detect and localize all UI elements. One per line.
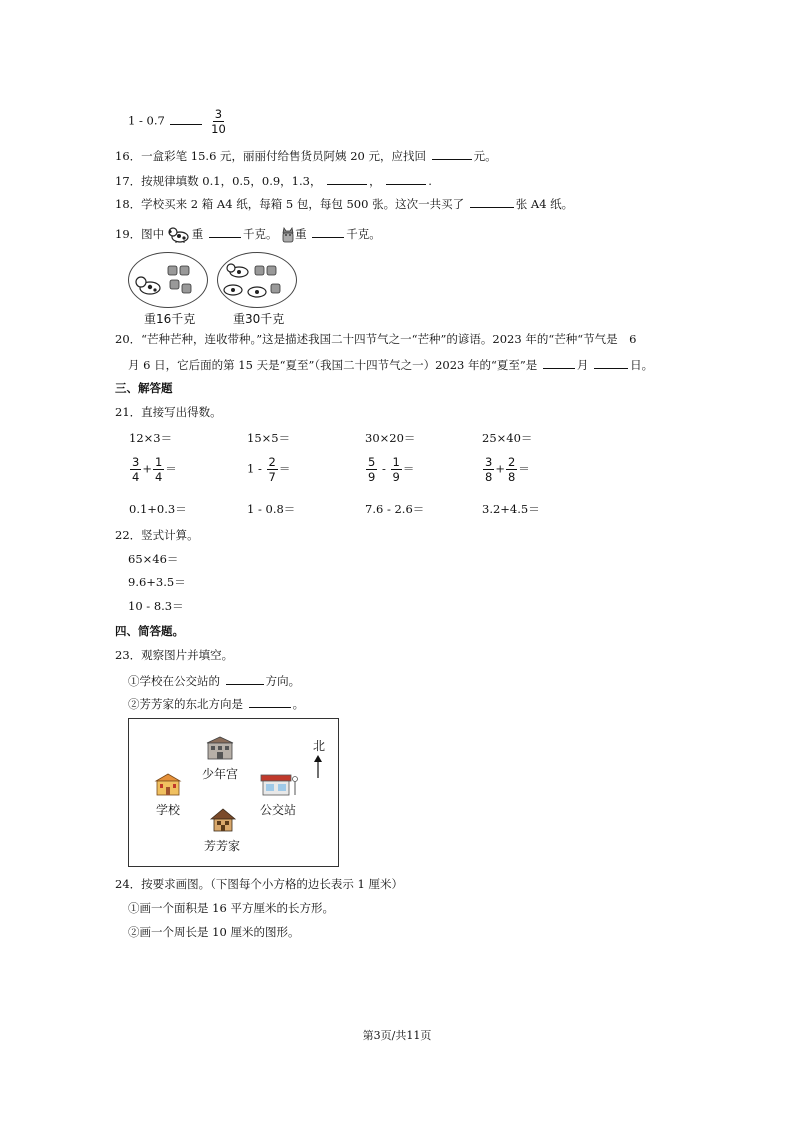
question-number: 17． <box>115 174 142 188</box>
calc-item-fraction: $\frac{3}{8}$ + $\frac{2}{8}$ ＝ <box>485 455 530 485</box>
fraction: $\frac{5}{9}$ <box>368 455 376 485</box>
question-number: 22． <box>115 528 142 542</box>
calc-item: 1 - 0.8＝ <box>247 502 296 516</box>
answer-blank-cat[interactable] <box>312 226 344 238</box>
calc-item: 7.6 - 2.6＝ <box>365 502 425 516</box>
direction-map <box>128 718 339 867</box>
question-24-sub2: ②画一个周长是 10 厘米的图形。 <box>128 925 300 939</box>
building-icon <box>205 735 235 761</box>
question-24-sub1: ①画一个面积是 16 平方厘米的长方形。 <box>128 901 334 915</box>
dog-icon <box>136 277 160 294</box>
question-title: 直接写出得数。 <box>141 405 222 419</box>
fraction-numerator: 3 <box>214 107 223 121</box>
answer-blank[interactable] <box>249 696 291 708</box>
question-21 <box>115 406 222 420</box>
section-title: 四、简答题。 <box>115 624 184 638</box>
q15-fraction <box>209 108 228 135</box>
question-text-end: 元。 <box>473 149 497 163</box>
bus-stop-label: 公交站 <box>260 803 297 817</box>
question-18 <box>115 196 573 212</box>
question-number: 16． <box>115 149 142 163</box>
question-text: 月 6 日，它后面的第 15 天是“夏至”（我国二十四节气之一）2023 年的“夏至”是 <box>128 358 538 372</box>
answer-blank-day[interactable] <box>594 357 628 369</box>
question-title: 竖式计算。 <box>141 528 199 542</box>
vertical-calc-item: 65×46＝ <box>128 552 179 566</box>
question-20-line2 <box>128 357 653 373</box>
separator: ， <box>369 174 381 188</box>
q15-line <box>128 108 229 135</box>
question-number: 21． <box>115 405 142 419</box>
fraction-denominator: 10 <box>211 122 226 137</box>
calc-item: 0.1+0.3＝ <box>129 502 187 516</box>
question-text: 学校买来 2 箱 A4 纸，每箱 5 包，每包 500 张。这次一共买了 <box>141 197 465 211</box>
question-16 <box>115 148 497 164</box>
day-text: 日。 <box>630 358 654 372</box>
bus-stop-icon <box>259 771 299 797</box>
weight-text: 重 <box>191 227 204 241</box>
school-icon <box>153 771 183 797</box>
home-label: 芳芳家 <box>204 839 241 853</box>
question-text: 一盒彩笔 15.6 元，丽丽付给售货员阿姨 20 元，应找回 <box>141 149 426 163</box>
north-arrow-icon <box>313 755 323 779</box>
scale-label-left: 重16千克 <box>144 312 196 326</box>
unit-text: 千克。 <box>346 227 381 241</box>
house-icon <box>209 807 237 833</box>
calc-item: 25×40＝ <box>482 431 533 445</box>
dog-icon <box>168 226 192 244</box>
calc-item: 3.2+4.5＝ <box>482 502 540 516</box>
school-label: 学校 <box>156 803 181 817</box>
vertical-calc-item: 10 - 8.3＝ <box>128 599 184 613</box>
question-23-sub2: ②芳芳家的东北方向是 。 <box>128 697 305 711</box>
calc-item-fraction: $\frac{3}{4}$ + $\frac{1}{4}$ ＝ <box>132 455 177 485</box>
question-text: 按规律填数 0.1，0.5，0.9，1.3， <box>141 174 322 188</box>
youth-palace-label: 少年宫 <box>202 767 239 781</box>
fraction: $\frac{3}{4}$ <box>132 455 140 485</box>
calc-item-fraction: 1 - $\frac{2}{7}$ ＝ <box>247 455 291 485</box>
q15-blank[interactable] <box>170 113 202 125</box>
end-mark: . <box>428 174 432 188</box>
question-text-end: 张 A4 纸。 <box>515 197 574 211</box>
right-group-animals <box>219 258 295 304</box>
cat-icon <box>168 266 191 293</box>
calc-item: 15×5＝ <box>247 431 291 445</box>
calc-item: 30×20＝ <box>365 431 416 445</box>
answer-blank-month[interactable] <box>543 357 575 369</box>
question-23 <box>115 649 233 663</box>
question-22 <box>115 529 199 543</box>
weight-text: 重 <box>295 227 307 241</box>
question-20-line1 <box>115 333 636 347</box>
unit-text: 千克。 <box>242 227 278 241</box>
question-text: “芒种芒种，连收带种。”这是描述我国二十四节气之一“芒种”的谚语。2023 年的“芒种“节气是 6 <box>141 332 637 346</box>
answer-blank-dog[interactable] <box>209 226 241 238</box>
question-number: 23． <box>115 648 142 662</box>
answer-blank[interactable] <box>432 148 472 160</box>
q15-text: 1 - 0.7 <box>128 113 165 128</box>
fraction: $\frac{1}{9}$ <box>392 455 400 485</box>
page-footer: 第3页/共11页 <box>362 1029 432 1042</box>
scale-label-right: 重30千克 <box>233 312 285 326</box>
question-number: 20． <box>115 332 142 346</box>
answer-blank-2[interactable] <box>386 173 426 185</box>
fraction: $\frac{1}{4}$ <box>154 455 163 485</box>
question-title: 观察图片并填空。 <box>141 648 234 662</box>
question-23-sub1: ①学校在公交站的 方向。 <box>128 674 301 688</box>
question-number: 19． <box>115 227 142 241</box>
vertical-calc-item: 9.6+3.5＝ <box>128 575 186 589</box>
fraction: $\frac{2}{8}$ <box>507 455 516 485</box>
section-title: 三、解答题 <box>115 381 173 395</box>
answer-blank[interactable] <box>470 196 514 208</box>
question-title: 按要求画图。（下图每个小方格的边长表示 1 厘米） <box>141 877 404 891</box>
answer-blank[interactable] <box>226 673 264 685</box>
question-text: 图中 <box>141 227 165 241</box>
calc-item: 12×3＝ <box>129 431 173 445</box>
fraction: $\frac{2}{7}$ <box>268 455 276 485</box>
month-text: 月 <box>576 358 589 372</box>
question-number: 18． <box>115 197 142 211</box>
fraction: $\frac{3}{8}$ <box>485 455 493 485</box>
north-label: 北 <box>313 739 326 753</box>
left-group-animals <box>130 258 206 304</box>
answer-blank-1[interactable] <box>327 173 367 185</box>
question-17 <box>115 173 432 189</box>
cat-icon <box>281 227 295 243</box>
question-19 <box>115 226 381 244</box>
question-number: 24． <box>115 877 142 891</box>
question-24 <box>115 878 403 892</box>
calc-item-fraction: $\frac{5}{9}$ - $\frac{1}{9}$ ＝ <box>368 455 415 485</box>
